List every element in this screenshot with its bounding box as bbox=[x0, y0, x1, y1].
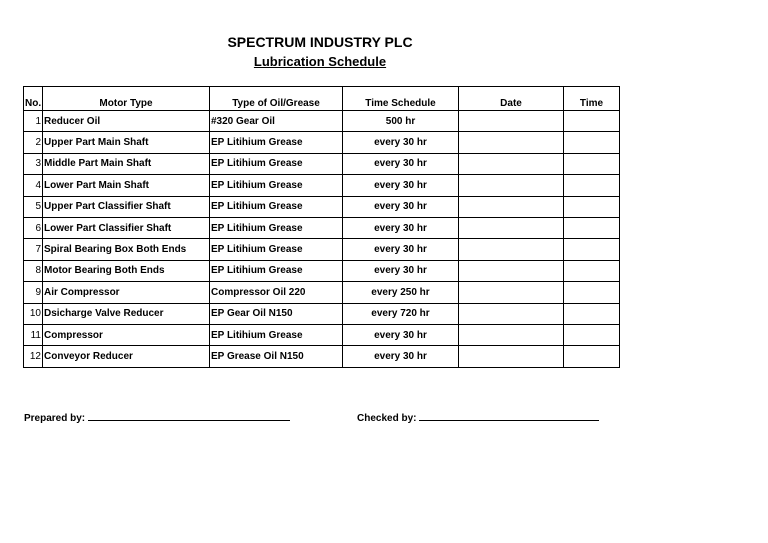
row-number: 1 bbox=[24, 111, 43, 132]
oil-type-cell: #320 Gear Oil bbox=[210, 111, 343, 132]
company-name: SPECTRUM INDUSTRY PLC bbox=[227, 34, 413, 50]
date-cell[interactable] bbox=[459, 196, 564, 217]
time-schedule-cell: every 250 hr bbox=[343, 282, 459, 303]
column-header-no: No. bbox=[24, 87, 43, 111]
date-cell[interactable] bbox=[459, 111, 564, 132]
time-schedule-cell: every 30 hr bbox=[343, 217, 459, 238]
lubrication-schedule-table bbox=[23, 86, 620, 368]
row-number: 7 bbox=[24, 239, 43, 260]
column-header-date: Date bbox=[459, 87, 564, 111]
date-cell[interactable] bbox=[459, 303, 564, 324]
time-schedule-cell: every 30 hr bbox=[343, 260, 459, 281]
motor-type-cell: Conveyor Reducer bbox=[43, 346, 210, 367]
oil-type-cell: EP Litihium Grease bbox=[210, 239, 343, 260]
time-cell[interactable] bbox=[564, 175, 620, 196]
prepared-by bbox=[24, 410, 290, 424]
motor-type-cell: Lower Part Main Shaft bbox=[43, 175, 210, 196]
time-cell[interactable] bbox=[564, 217, 620, 238]
time-schedule-cell: 500 hr bbox=[343, 111, 459, 132]
date-cell[interactable] bbox=[459, 260, 564, 281]
time-cell[interactable] bbox=[564, 324, 620, 345]
date-cell[interactable] bbox=[459, 153, 564, 174]
row-number: 11 bbox=[24, 324, 43, 345]
table-row bbox=[24, 175, 620, 196]
prepared-by-label: Prepared by: bbox=[24, 413, 86, 424]
table-row bbox=[24, 153, 620, 174]
table-row bbox=[24, 132, 620, 153]
table-row bbox=[24, 239, 620, 260]
table-row bbox=[24, 324, 620, 345]
oil-type-cell: EP Litihium Grease bbox=[210, 196, 343, 217]
date-cell[interactable] bbox=[459, 282, 564, 303]
row-number: 8 bbox=[24, 260, 43, 281]
time-schedule-cell: every 720 hr bbox=[343, 303, 459, 324]
table-row bbox=[24, 346, 620, 367]
time-cell[interactable] bbox=[564, 346, 620, 367]
motor-type-cell: Dsicharge Valve Reducer bbox=[43, 303, 210, 324]
checked-by-signature-line[interactable] bbox=[419, 410, 599, 421]
oil-type-cell: EP Litihium Grease bbox=[210, 175, 343, 196]
column-header-oil-type: Type of Oil/Grease bbox=[210, 87, 343, 111]
motor-type-cell: Spiral Bearing Box Both Ends bbox=[43, 239, 210, 260]
date-cell[interactable] bbox=[459, 175, 564, 196]
time-cell[interactable] bbox=[564, 196, 620, 217]
time-cell[interactable] bbox=[564, 239, 620, 260]
time-schedule-cell: every 30 hr bbox=[343, 153, 459, 174]
table-row bbox=[24, 196, 620, 217]
motor-type-cell: Upper Part Classifier Shaft bbox=[43, 196, 210, 217]
time-schedule-cell: every 30 hr bbox=[343, 346, 459, 367]
oil-type-cell: EP Litihium Grease bbox=[210, 217, 343, 238]
date-cell[interactable] bbox=[459, 346, 564, 367]
motor-type-cell: Middle Part Main Shaft bbox=[43, 153, 210, 174]
table-row bbox=[24, 303, 620, 324]
time-cell[interactable] bbox=[564, 260, 620, 281]
date-cell[interactable] bbox=[459, 217, 564, 238]
table-row bbox=[24, 260, 620, 281]
row-number: 12 bbox=[24, 346, 43, 367]
time-cell[interactable] bbox=[564, 153, 620, 174]
time-cell[interactable] bbox=[564, 303, 620, 324]
motor-type-cell: Lower Part Classifier Shaft bbox=[43, 217, 210, 238]
oil-type-cell: EP Litihium Grease bbox=[210, 260, 343, 281]
oil-type-cell: EP Litihium Grease bbox=[210, 153, 343, 174]
motor-type-cell: Motor Bearing Both Ends bbox=[43, 260, 210, 281]
time-schedule-cell: every 30 hr bbox=[343, 132, 459, 153]
row-number: 9 bbox=[24, 282, 43, 303]
time-schedule-cell: every 30 hr bbox=[343, 324, 459, 345]
column-header-time-schedule: Time Schedule bbox=[343, 87, 459, 111]
row-number: 10 bbox=[24, 303, 43, 324]
time-cell[interactable] bbox=[564, 132, 620, 153]
date-cell[interactable] bbox=[459, 324, 564, 345]
table-row bbox=[24, 217, 620, 238]
table-row bbox=[24, 111, 620, 132]
oil-type-cell: EP Litihium Grease bbox=[210, 324, 343, 345]
table-row bbox=[24, 282, 620, 303]
motor-type-cell: Reducer Oil bbox=[43, 111, 210, 132]
date-cell[interactable] bbox=[459, 132, 564, 153]
row-number: 5 bbox=[24, 196, 43, 217]
checked-by-label: Checked by: bbox=[357, 413, 417, 424]
oil-type-cell: Compressor Oil 220 bbox=[210, 282, 343, 303]
time-cell[interactable] bbox=[564, 282, 620, 303]
time-schedule-cell: every 30 hr bbox=[343, 175, 459, 196]
document-title: Lubrication Schedule bbox=[253, 54, 387, 69]
oil-type-cell: EP Gear Oil N150 bbox=[210, 303, 343, 324]
row-number: 6 bbox=[24, 217, 43, 238]
motor-type-cell: Upper Part Main Shaft bbox=[43, 132, 210, 153]
checked-by bbox=[357, 410, 599, 424]
time-schedule-cell: every 30 hr bbox=[343, 196, 459, 217]
column-header-motor-type: Motor Type bbox=[43, 87, 210, 111]
row-number: 3 bbox=[24, 153, 43, 174]
motor-type-cell: Compressor bbox=[43, 324, 210, 345]
column-header-time: Time bbox=[564, 87, 620, 111]
row-number: 4 bbox=[24, 175, 43, 196]
time-cell[interactable] bbox=[564, 111, 620, 132]
motor-type-cell: Air Compressor bbox=[43, 282, 210, 303]
table-header-row bbox=[24, 87, 620, 111]
oil-type-cell: EP Litihium Grease bbox=[210, 132, 343, 153]
time-schedule-cell: every 30 hr bbox=[343, 239, 459, 260]
prepared-by-signature-line[interactable] bbox=[88, 410, 290, 421]
oil-type-cell: EP Grease Oil N150 bbox=[210, 346, 343, 367]
date-cell[interactable] bbox=[459, 239, 564, 260]
row-number: 2 bbox=[24, 132, 43, 153]
